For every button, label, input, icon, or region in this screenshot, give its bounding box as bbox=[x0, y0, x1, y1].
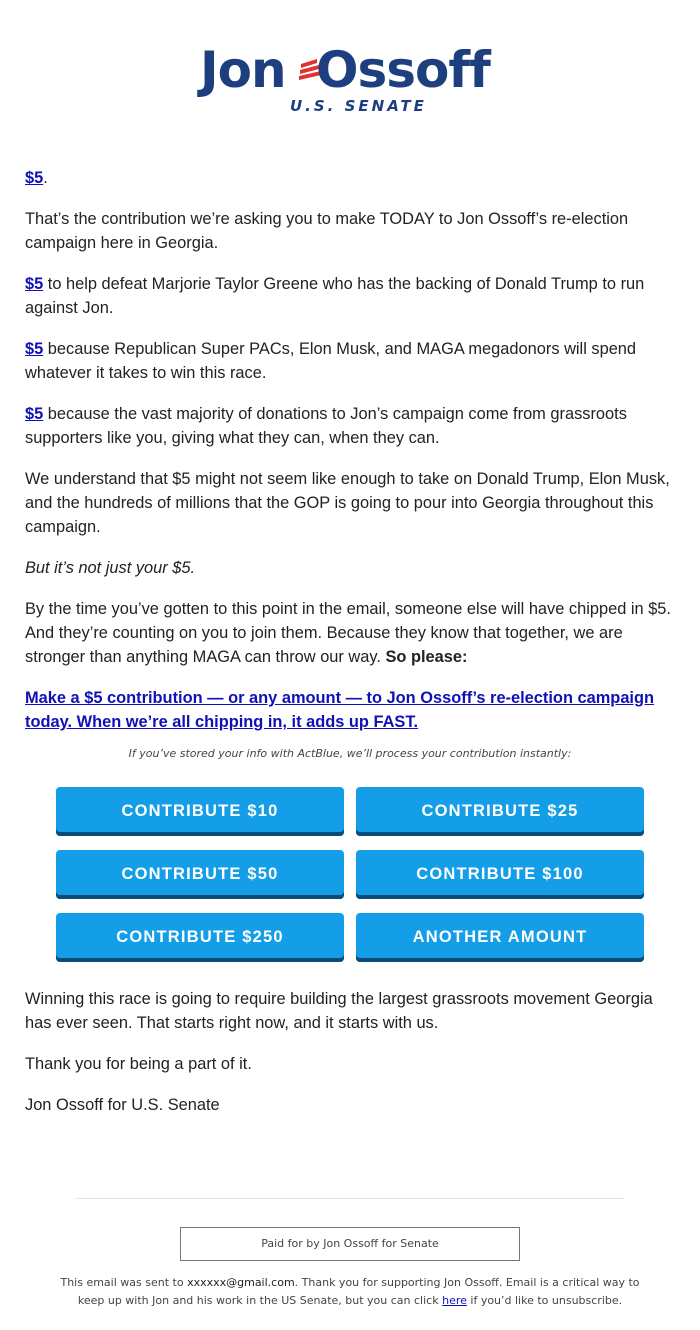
cta-contribution-link[interactable]: Make a $5 contribution — or any amount — to Jon Ossoff’s re-election campaign today. When we’re all chipping in, it adds up FAST. bbox=[25, 689, 655, 731]
body-paragraph-3 bbox=[25, 272, 675, 320]
body-paragraph-6: We understand that $5 might not seem like enough to take on Donald Trump, Elon Musk, and the hundreds of millions that the GOP is going to pour into Georgia throughout this campaign. bbox=[25, 470, 670, 536]
body-paragraph-3-text: to help defeat Marjorie Taylor Greene who has the backing of Donald Trump to run against Jon. bbox=[25, 275, 645, 317]
closing-section bbox=[25, 987, 675, 1134]
body-paragraph-8 bbox=[25, 597, 675, 669]
body-paragraph-7: But it’s not just your $5. bbox=[25, 559, 196, 577]
paid-for-disclaimer: Paid for by Jon Ossoff for Senate bbox=[180, 1227, 520, 1261]
contribute-50-button[interactable]: CONTRIBUTE $50 bbox=[56, 850, 344, 899]
body-paragraph-8-text: By the time you’ve gotten to this point in the email, someone else will have chipped in $5. And they’re counting on you to join them. Because they know that together, we are stronger than anything MAGA can throw our way. bbox=[25, 600, 671, 666]
logo-last-name: Ossoff bbox=[316, 41, 490, 99]
contribute-250-button[interactable]: CONTRIBUTE $250 bbox=[56, 913, 344, 962]
contribute-25-button[interactable]: CONTRIBUTE $25 bbox=[356, 787, 644, 836]
body-paragraph-5 bbox=[25, 402, 675, 450]
footer-text bbox=[60, 1274, 640, 1310]
email-header bbox=[0, 40, 700, 125]
email-body bbox=[25, 166, 675, 751]
logo-subtitle: U.S. SENATE bbox=[290, 97, 427, 115]
another-amount-button[interactable]: ANOTHER AMOUNT bbox=[356, 913, 644, 962]
footer-text-before-email: This email was sent to bbox=[60, 1276, 188, 1289]
signature: Jon Ossoff for U.S. Senate bbox=[25, 1096, 220, 1114]
body-paragraph-4-text: because Republican Super PACs, Elon Musk, and MAGA megadonors will spend whatever it takes to win this race. bbox=[25, 340, 637, 382]
recipient-email: xxxxxx@gmail.com bbox=[187, 1276, 295, 1289]
body-paragraph-2: That’s the contribution we’re asking you to make TODAY to Jon Ossoff’s re-election campaign here in Georgia. bbox=[25, 210, 629, 252]
footer-divider bbox=[75, 1198, 625, 1199]
logo-first-name: Jon bbox=[200, 41, 286, 99]
footer-text-end: if you’d like to unsubscribe. bbox=[466, 1294, 623, 1307]
body-paragraph-8-bold: So please: bbox=[385, 648, 468, 666]
unsubscribe-link[interactable]: here bbox=[442, 1294, 467, 1307]
actblue-note: If you’ve stored your info with ActBlue, we’ll process your contribution instantly: bbox=[128, 747, 572, 760]
contribute-100-button[interactable]: CONTRIBUTE $100 bbox=[356, 850, 644, 899]
closing-paragraph-1: Winning this race is going to require building the largest grassroots movement Georgia has ever seen. That starts right now, and it starts with us. bbox=[25, 990, 653, 1032]
donate-5-link[interactable]: $5 bbox=[25, 275, 44, 293]
body-paragraph-5-text: because the vast majority of donations to Jon’s campaign come from grassroots supporters like you, giving what they can, when they can. bbox=[25, 405, 627, 447]
body-paragraph-4 bbox=[25, 337, 675, 385]
closing-paragraph-2: Thank you for being a part of it. bbox=[25, 1055, 252, 1073]
footer-text-after-email: . Thank you for supporting Jon Ossoff. Email is a critical way to keep up with Jon and his work in the US Senate, but you can click bbox=[77, 1276, 640, 1307]
body-paragraph-1 bbox=[25, 166, 675, 190]
donate-5-link[interactable]: $5 bbox=[25, 405, 44, 423]
cta-paragraph bbox=[25, 686, 675, 734]
donate-5-link[interactable]: $5 bbox=[25, 340, 44, 358]
campaign-logo bbox=[200, 40, 500, 120]
contribute-10-button[interactable]: CONTRIBUTE $10 bbox=[56, 787, 344, 836]
donate-5-link[interactable]: $5 bbox=[25, 169, 44, 187]
body-paragraph-1-suffix: . bbox=[43, 169, 48, 187]
